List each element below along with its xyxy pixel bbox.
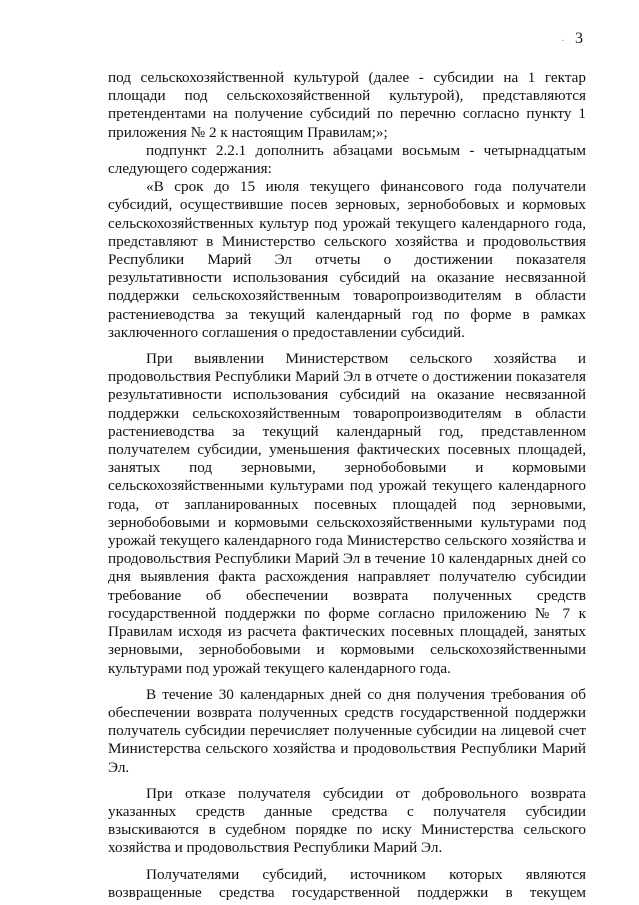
- paragraph-recipients: Получателями субсидий, источником которых являются возвращенные средства государственной поддержки в текущем: [108, 865, 586, 901]
- paragraph-continuation: под сельскохозяйственной культурой (далее - субсидии на 1 гектар площади под сельскохозяйственной культурой), представляются претендентами на получение субсидий по перечню согласно пункту 1 приложения № 2 к настоящим Правилам;»;: [108, 69, 586, 141]
- paragraph-reporting-deadline: «В срок до 15 июля текущего финансового года получатели субсидий, осуществившие посев зерновых, зернобобовых и кормовых сельскохозяйственных культур под урожай текущего календарного года, представляют в Министерство сельского хозяйства и продовольствия Республики Марий Эл отчеты о достижении показателя результативности использования субсидий на оказание несвязанной поддержки сельскохозяйственным товаропроизводителям в области растениеводства за текущий календарный год по форме в рамках заключенного соглашения о предоставлении субсидий.: [108, 178, 586, 341]
- page-number: 3: [575, 30, 583, 47]
- page-mark: .: [561, 33, 564, 44]
- paragraph-discrepancy-detection: При выявлении Министерством сельского хозяйства и продовольствия Республики Марий Эл в отчете о достижении показателя результативности использования субсидий на оказание несвязанной поддержки сельскохозяйственным товаропроизводителям в области растениеводства за текущий календарный год, представленном получателем субсидии, уменьшения фактических посевных площадей, занятых под зерновыми, зернобобовыми и кормовыми сельскохозяйственными культурами под урожай текущего календарного года, от запланированных посевных площадей под зерновыми, зернобобовыми и кормовыми сельскохозяйственными культурами под урожай текущего календарного года Министерство сельского хозяйства и продовольствия Республики Марий Эл в течение 10 календарных дней со дня выявления факта расхождения направляет получателю субсидии требование об обеспечении возврата полученных средств государственной поддержки по форме согласно приложению № 7 к Правилам исходя из расчета фактических посевных площадей, занятых зерновыми, зернобобовыми и кормовыми сельскохозяйственными культурами под урожай текущего календарного года.: [108, 350, 586, 677]
- document-body: [108, 69, 586, 902]
- paragraph-amendment-intro: подпункт 2.2.1 дополнить абзацами восьмым - четырнадцатым следующего содержания:: [108, 141, 586, 178]
- paragraph-court-recovery: При отказе получателя субсидии от добровольного возврата указанных средств данные средства с получателя субсидии взыскиваются в судебном порядке по иску Министерства сельского хозяйства и продовольствия Республики Марий Эл.: [108, 784, 586, 857]
- paragraph-refund-period: В течение 30 календарных дней со дня получения требования об обеспечении возврата полученных средств государственной поддержки получатель субсидии перечисляет полученные субсидии на лицевой счет Министерства сельского хозяйства и продовольствия Республики Марий Эл.: [108, 685, 586, 776]
